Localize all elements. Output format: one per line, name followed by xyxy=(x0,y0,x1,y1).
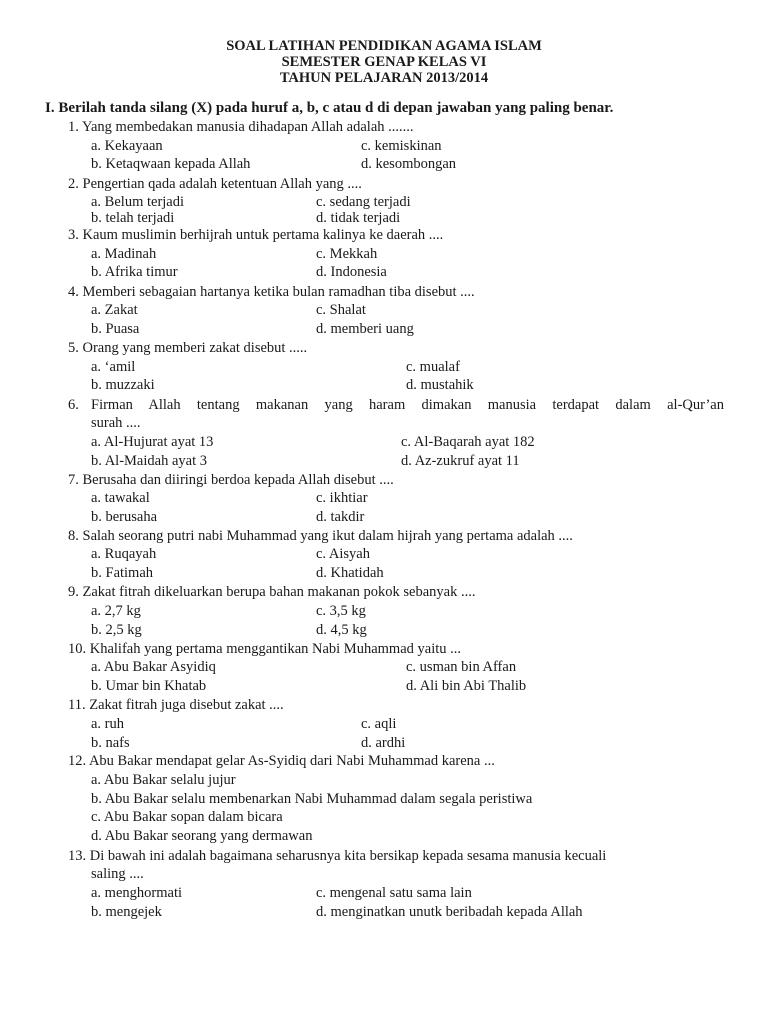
q9-option-d[interactable]: d. 4,5 kg xyxy=(316,622,367,638)
question-3: 3. Kaum muslimin berhijrah untuk pertama kalinya ke daerah .... xyxy=(68,227,444,243)
q10-option-d[interactable]: d. Ali bin Abi Thalib xyxy=(406,678,527,694)
q7-option-a[interactable]: a. tawakal xyxy=(91,490,150,506)
q10-option-c[interactable]: c. usman bin Affan xyxy=(406,659,517,675)
q13-option-d[interactable]: d. menginatkan unutk beribadah kepada Allah xyxy=(316,904,583,920)
question-1: 1. Yang membedakan manusia dihadapan Allah adalah ....... xyxy=(68,119,414,135)
title-line-2: SEMESTER GENAP KELAS VI xyxy=(281,54,487,70)
instruction: I. Berilah tanda silang (X) pada huruf a, b, c atau d di depan jawaban yang paling benar. xyxy=(45,100,614,116)
q9-option-c[interactable]: c. 3,5 kg xyxy=(316,603,366,619)
q12-option-c[interactable]: c. Abu Bakar sopan dalam bicara xyxy=(91,809,283,825)
q5-option-d[interactable]: d. mustahik xyxy=(406,377,474,393)
q3-option-d[interactable]: d. Indonesia xyxy=(316,264,387,280)
q1-option-a[interactable]: a. Kekayaan xyxy=(91,138,163,154)
q2-option-c[interactable]: c. sedang terjadi xyxy=(316,194,411,210)
q4-option-d[interactable]: d. memberi uang xyxy=(316,321,414,337)
q9-option-b[interactable]: b. 2,5 kg xyxy=(91,622,142,638)
q4-option-a[interactable]: a. Zakat xyxy=(91,302,138,318)
q6-option-b[interactable]: b. Al-Maidah ayat 3 xyxy=(91,453,207,469)
title-line-3: TAHUN PELAJARAN 2013/2014 xyxy=(279,70,489,86)
question-13-continuation: saling .... xyxy=(91,866,144,882)
q11-option-d[interactable]: d. ardhi xyxy=(361,735,406,751)
question-6-number: 6. xyxy=(68,397,79,413)
q1-option-b[interactable]: b. Ketaqwaan kepada Allah xyxy=(91,156,251,172)
q3-option-c[interactable]: c. Mekkah xyxy=(316,246,378,262)
q12-option-b[interactable]: b. Abu Bakar selalu membenarkan Nabi Muhammad dalam segala peristiwa xyxy=(91,791,533,807)
q5-option-a[interactable]: a. ‘amil xyxy=(91,359,136,375)
question-13: 13. Di bawah ini adalah bagaimana seharusnya kita bersikap kepada sesama manusia kecuali xyxy=(68,848,607,864)
question-6-continuation: surah .... xyxy=(91,415,141,431)
q2-option-a[interactable]: a. Belum terjadi xyxy=(91,194,185,210)
question-12: 12. Abu Bakar mendapat gelar As-Syidiq dari Nabi Muhammad karena ... xyxy=(68,753,495,769)
q8-option-d[interactable]: d. Khatidah xyxy=(316,565,384,581)
q6-option-a[interactable]: a. Al-Hujurat ayat 13 xyxy=(91,434,214,450)
question-2: 2. Pengertian qada adalah ketentuan Allah yang .... xyxy=(68,176,362,192)
q6-option-c[interactable]: c. Al-Baqarah ayat 182 xyxy=(401,434,535,450)
q11-option-b[interactable]: b. nafs xyxy=(91,735,130,751)
q10-option-b[interactable]: b. Umar bin Khatab xyxy=(91,678,207,694)
q8-option-b[interactable]: b. Fatimah xyxy=(91,565,154,581)
question-10: 10. Khalifah yang pertama menggantikan Nabi Muhammad yaitu ... xyxy=(68,641,462,657)
q9-option-a[interactable]: a. 2,7 kg xyxy=(91,603,141,619)
q1-option-c[interactable]: c. kemiskinan xyxy=(361,138,442,154)
q7-option-c[interactable]: c. ikhtiar xyxy=(316,490,368,506)
q7-option-d[interactable]: d. takdir xyxy=(316,509,365,525)
q10-option-a[interactable]: a. Abu Bakar Asyidiq xyxy=(91,659,216,675)
question-4: 4. Memberi sebagaian hartanya ketika bulan ramadhan tiba disebut .... xyxy=(68,284,475,300)
q11-option-c[interactable]: c. aqli xyxy=(361,716,397,732)
question-8: 8. Salah seorang putri nabi Muhammad yang ikut dalam hijrah yang pertama adalah .... xyxy=(68,528,573,544)
q2-option-b[interactable]: b. telah terjadi xyxy=(91,210,175,226)
question-9: 9. Zakat fitrah dikeluarkan berupa bahan makanan pokok sebanyak .... xyxy=(68,584,476,600)
q2-option-d[interactable]: d. tidak terjadi xyxy=(316,210,401,226)
q5-option-b[interactable]: b. muzzaki xyxy=(91,377,155,393)
q7-option-b[interactable]: b. berusaha xyxy=(91,509,158,525)
question-6: Firman Allah tentang makanan yang haram dimakan manusia terdapat dalam al-Qur’an xyxy=(91,397,724,413)
q11-option-a[interactable]: a. ruh xyxy=(91,716,125,732)
q8-option-a[interactable]: a. Ruqayah xyxy=(91,546,157,562)
q1-option-d[interactable]: d. kesombongan xyxy=(361,156,457,172)
question-5: 5. Orang yang memberi zakat disebut ..... xyxy=(68,340,308,356)
q5-option-c[interactable]: c. mualaf xyxy=(406,359,460,375)
q3-option-b[interactable]: b. Afrika timur xyxy=(91,264,178,280)
title-line-1: SOAL LATIHAN PENDIDIKAN AGAMA ISLAM xyxy=(226,38,542,54)
q13-option-c[interactable]: c. mengenal satu sama lain xyxy=(316,885,472,901)
q6-option-d[interactable]: d. Az-zukruf ayat 11 xyxy=(401,453,520,469)
q12-option-d[interactable]: d. Abu Bakar seorang yang dermawan xyxy=(91,828,313,844)
q13-option-a[interactable]: a. menghormati xyxy=(91,885,183,901)
q13-option-b[interactable]: b. mengejek xyxy=(91,904,162,920)
q4-option-c[interactable]: c. Shalat xyxy=(316,302,366,318)
q12-option-a[interactable]: a. Abu Bakar selalu jujur xyxy=(91,772,236,788)
question-11: 11. Zakat fitrah juga disebut zakat .... xyxy=(68,697,284,713)
q4-option-b[interactable]: b. Puasa xyxy=(91,321,140,337)
question-7: 7. Berusaha dan diiringi berdoa kepada Allah disebut .... xyxy=(68,472,394,488)
q3-option-a[interactable]: a. Madinah xyxy=(91,246,157,262)
q8-option-c[interactable]: c. Aisyah xyxy=(316,546,370,562)
